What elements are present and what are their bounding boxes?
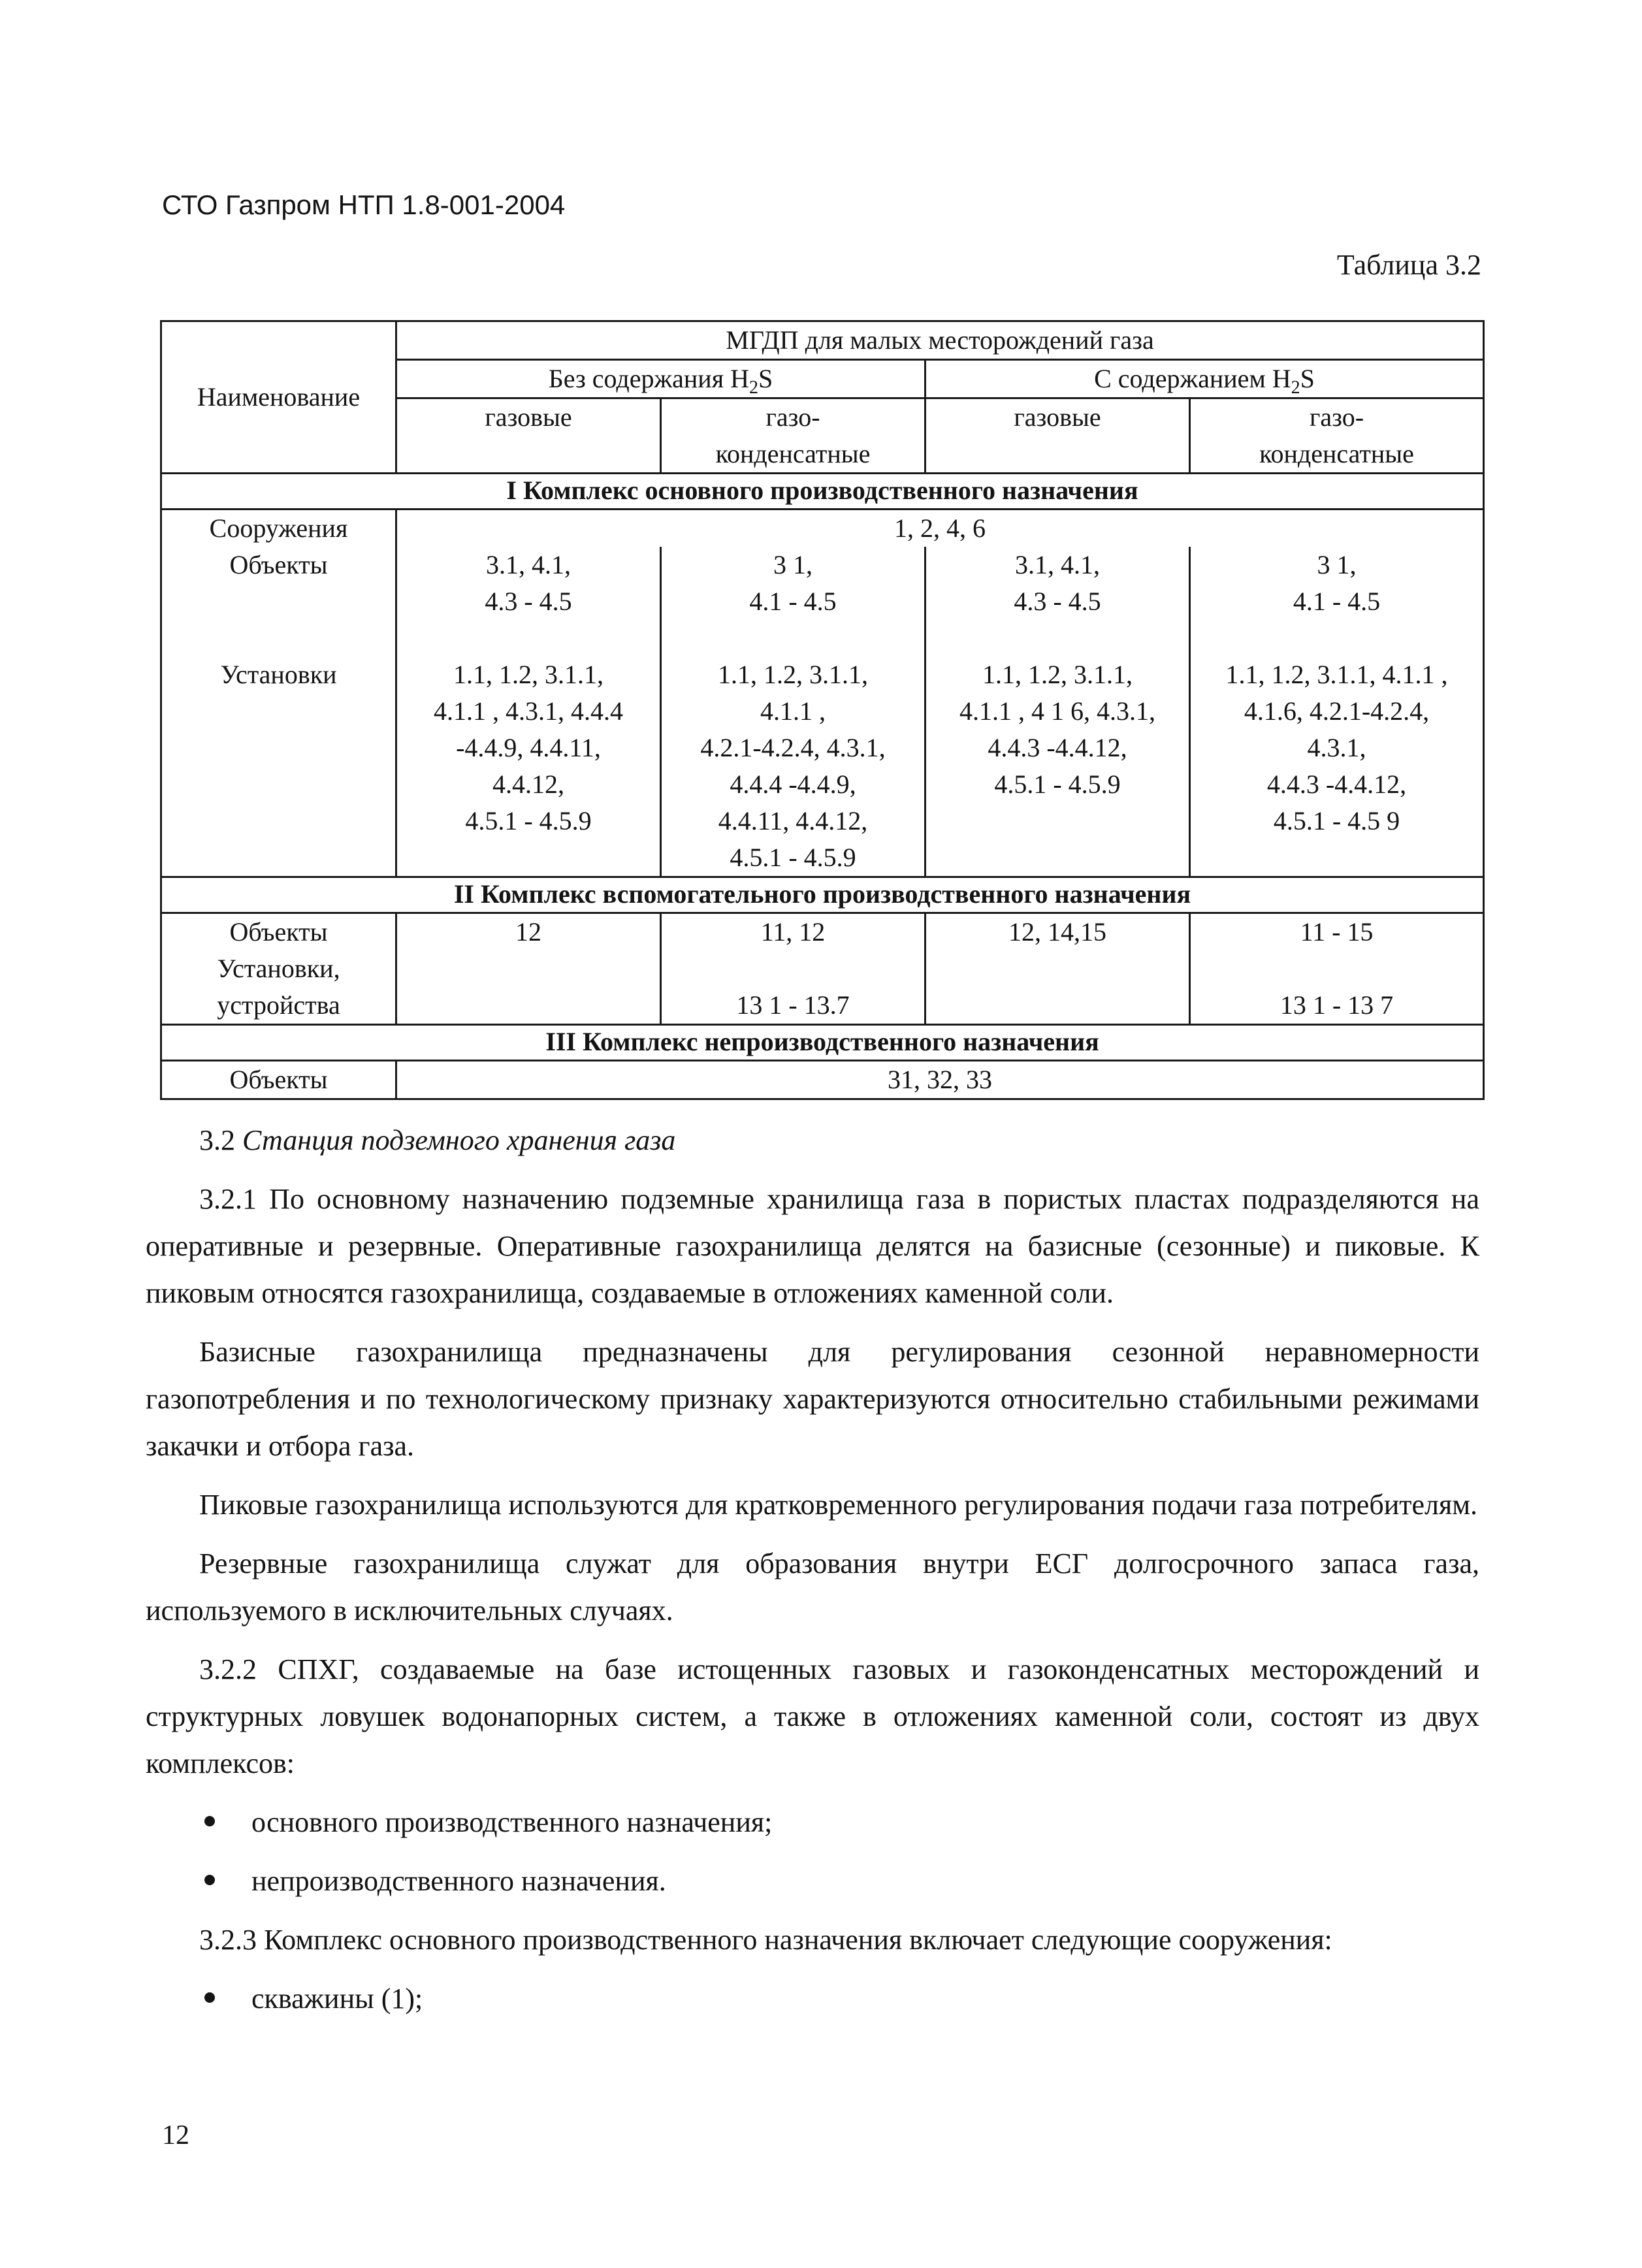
bullet-icon [204, 1875, 215, 1885]
name-header: Наименование [161, 321, 396, 474]
section-heading: 3.2 Станция подземного хранения газа [199, 1124, 676, 1156]
paragraph: Резервные газохранилища служат для образования внутри ЕСГ долгосрочного запаса газа, используемого в исключительных случаях. [146, 1547, 1479, 1627]
sec2-objekty-cell: 12 [396, 913, 661, 951]
paragraph: Пиковые газохранилища используются для кратковременного регулирования подачи газа потребителям. [199, 1489, 1478, 1521]
sec2-objekty-cell: 11, 12 [661, 913, 926, 951]
paragraph: 3.2.1 По основному назначению подземные хранилища газа в пористых пластах подразделяются на оперативные и резервные. Оперативные газохранилища делятся на базисные (сезонные) и пиковые. К пиковым относятся газохранилища, создаваемые в отложениях каменной соли. [146, 1183, 1479, 1309]
sec2-objekty-cell: 12, 14,15 [926, 913, 1190, 951]
section-3-title: III Комплекс непроизводственного назначения [161, 1025, 1484, 1061]
row-label-objekty: Объекты [161, 547, 396, 656]
document-code: СТО Газпром НТП 1.8-001-2004 [162, 189, 566, 220]
bullet-icon [204, 1816, 215, 1826]
paragraph: 3.2.2 СПХГ, создаваемые на базе истощенных газовых и газоконденсатных месторождений и структурных ловушек водонапорных систем, а также в отложениях каменной соли, состоят из двух комплексов: [146, 1653, 1479, 1779]
section-1-title: I Комплекс основного производственного назначения [161, 474, 1484, 510]
list-item: скважины (1); [199, 1975, 1479, 2022]
col-gas-1: газовые [396, 398, 661, 474]
section-2-title: II Комплекс вспомогательного производственного назначения [161, 877, 1484, 913]
row-label-ustanovki: Установки [161, 656, 396, 877]
col-condensate-1: газо- конденсатные [661, 398, 926, 474]
bullet-icon [204, 1992, 215, 2003]
ustanovki-cell: 1.1, 1.2, 3.1.1, 4.1.1 , 4.3.1, 4.4.4 -4.4.9, 4.4.11, 4.4.12, 4.5.1 - 4.5.9 [396, 656, 661, 877]
bullet-list [199, 1799, 1479, 1905]
sec2-ustanovki-cell: 13 1 - 13 7 [1190, 950, 1484, 1025]
objekty-cell: 3.1, 4.1, 4.3 - 4.5 [926, 547, 1190, 656]
list-item: непроизводственного назначения. [199, 1858, 1479, 1905]
sec2-ustanovki-cell: 13 1 - 13.7 [661, 950, 926, 1025]
objekty-cell: 3.1, 4.1, 4.3 - 4.5 [396, 547, 661, 656]
sec2-ustanovki-cell [926, 950, 1190, 1025]
bullet-list [199, 1975, 1479, 2022]
page-number: 12 [162, 2120, 189, 2150]
ustanovki-cell: 1.1, 1.2, 3.1.1, 4.1.1 , 4.1.6, 4.2.1-4.2.4, 4.3.1, 4.4.3 -4.4.12, 4.5.1 - 4.5 9 [1190, 656, 1484, 877]
row-label-sec2-ustanovki: Установки, устройства [161, 950, 396, 1025]
ustanovki-cell: 1.1, 1.2, 3.1.1, 4.1.1 , 4 1 6, 4.3.1, 4.4.3 -4.4.12, 4.5.1 - 4.5.9 [926, 656, 1190, 877]
paragraph: Базисные газохранилища предназначены для регулирования сезонной неравномерности газопотребления и по технологическому признаку характеризуются относительно стабильными режимами закачки и отбора газа. [146, 1336, 1479, 1462]
body-text [146, 1117, 1479, 2034]
paragraph: 3.2.3 Комплекс основного производственного назначения включает следующие сооружения: [199, 1924, 1332, 1956]
sec2-objekty-cell: 11 - 15 [1190, 913, 1484, 951]
row-label-sec3-objekty: Объекты [161, 1061, 396, 1099]
col-condensate-2: газо- конденсатные [1190, 398, 1484, 474]
row-label-sec2-objekty: Объекты [161, 913, 396, 951]
subheader-with-h2s: С содержанием $H_2S$ [926, 360, 1484, 398]
complex-table [160, 320, 1485, 1100]
list-item: основного производственного назначения; [199, 1799, 1479, 1846]
col-gas-2: газовые [926, 398, 1190, 474]
row-label-sooruzheniya: Сооружения [161, 510, 396, 547]
sooruzheniya-value: 1, 2, 4, 6 [396, 510, 1484, 547]
group-header: МГДП для малых месторождений газа [396, 321, 1484, 360]
sec3-objekty-value: 31, 32, 33 [396, 1061, 1484, 1099]
objekty-cell: 3 1, 4.1 - 4.5 [661, 547, 926, 656]
ustanovki-cell: 1.1, 1.2, 3.1.1, 4.1.1 , 4.2.1-4.2.4, 4.3.1, 4.4.4 -4.4.9, 4.4.11, 4.4.12, 4.5.1 - 4.5.9 [661, 656, 926, 877]
subheader-without-h2s: Без содержания $H_2S$ [396, 360, 926, 398]
objekty-cell: 3 1, 4.1 - 4.5 [1190, 547, 1484, 656]
sec2-ustanovki-cell [396, 950, 661, 1025]
table-label: Таблица 3.2 [1336, 249, 1481, 281]
